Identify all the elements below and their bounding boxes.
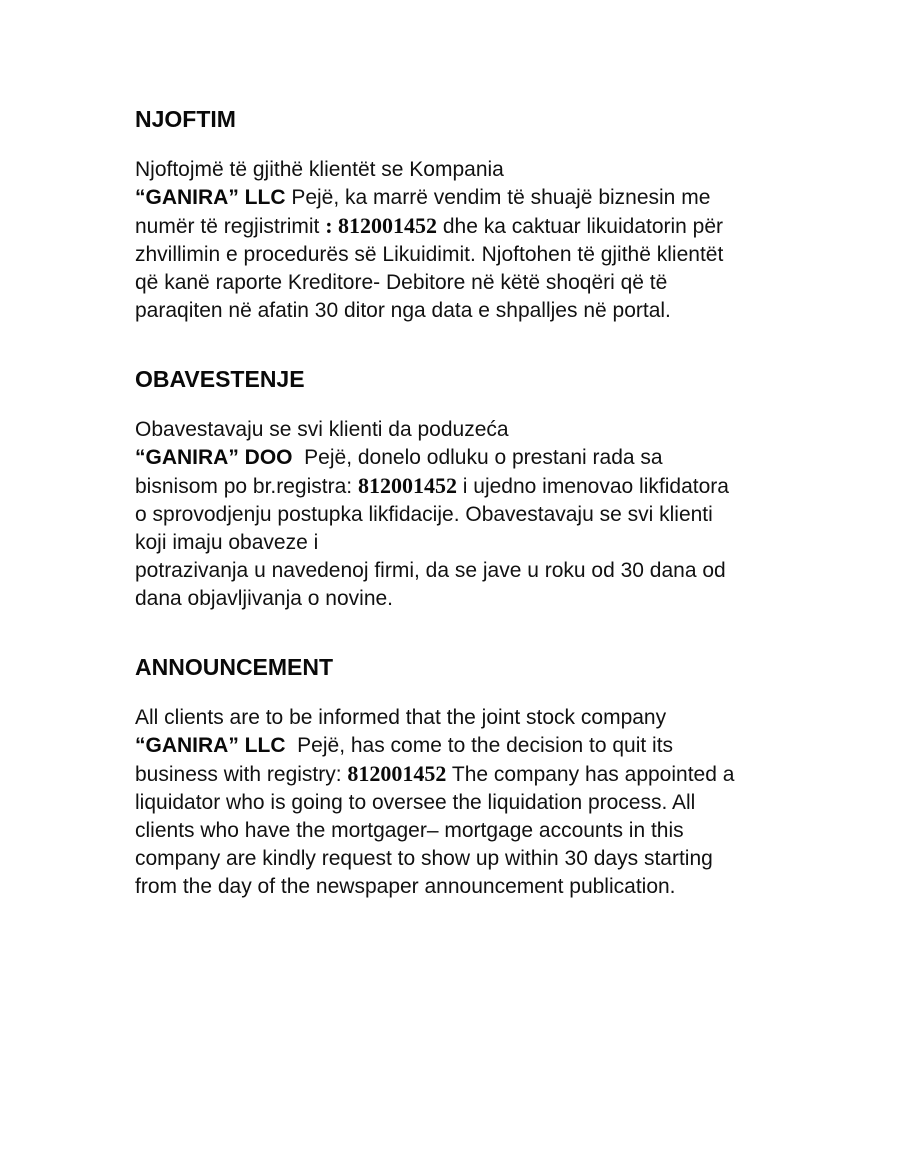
text-run: potrazivanja u navedenoj firmi, da se jave u roku od 30 dana od <box>135 559 726 582</box>
text-line <box>135 817 800 845</box>
text-run: paraqiten në afatin 30 ditor nga data e shpalljes në portal. <box>135 299 671 322</box>
text-run: bisnisom po br.registra: <box>135 475 358 498</box>
company-name: “GANIRA” DOO <box>135 446 293 469</box>
section-njoftim <box>135 106 800 325</box>
section-body <box>135 704 800 901</box>
section-heading-njoftim: NJOFTIM <box>135 106 236 132</box>
company-name: “GANIRA” LLC <box>135 734 286 757</box>
text-line <box>135 269 800 297</box>
registry-number: : 812001452 <box>325 213 438 238</box>
text-run: dhe ka caktuar likuidatorin për <box>437 215 724 238</box>
text-run: Obavestavaju se svi klienti da poduzeća <box>135 418 509 441</box>
text-line <box>135 444 800 472</box>
text-line <box>135 472 800 501</box>
text-run: Pejë, has come to the decision to quit its <box>285 734 674 757</box>
text-line <box>135 585 800 613</box>
text-run: from the day of the newspaper announcement publication. <box>135 875 676 898</box>
text-line <box>135 241 800 269</box>
company-name: “GANIRA” LLC <box>135 186 286 209</box>
text-run: zhvillimin e procedurës së Likuidimit. Njoftohen të gjithë klientët <box>135 243 724 266</box>
text-line <box>135 529 800 557</box>
text-line <box>135 873 800 901</box>
section-announcement <box>135 654 800 901</box>
text-line <box>135 732 800 760</box>
text-run: i ujedno imenovao likfidatora <box>456 475 729 498</box>
text-line <box>135 501 800 529</box>
text-run: clients who have the mortgager– mortgage accounts in this <box>135 819 684 842</box>
text-run: liquidator who is going to oversee the liquidation process. All <box>135 791 696 814</box>
section-obavestenje <box>135 366 800 613</box>
text-line <box>135 297 800 325</box>
text-run: që kanë raporte Kreditore- Debitore në këtë shoqëri që të <box>135 271 668 294</box>
text-run: o sprovodjenju postupka likfidacije. Obavestavaju se svi klienti <box>135 503 713 526</box>
section-heading-announcement: ANNOUNCEMENT <box>135 654 334 680</box>
text-run: koji imaju obaveze i <box>135 531 319 554</box>
section-body <box>135 416 800 613</box>
text-line <box>135 212 800 241</box>
text-line <box>135 156 800 184</box>
registry-number: 812001452 <box>347 761 447 786</box>
section-heading-obavestenje: OBAVESTENJE <box>135 366 305 392</box>
section-body <box>135 156 800 325</box>
text-run: Pejë, donelo odluku o prestani rada sa <box>292 446 663 469</box>
text-run: The company has appointed a <box>446 763 735 786</box>
text-line <box>135 760 800 789</box>
text-run: company are kindly request to show up within 30 days starting <box>135 847 713 870</box>
text-line <box>135 416 800 444</box>
text-run: numër të regjistrimit <box>135 215 326 238</box>
text-run: business with registry: <box>135 763 348 786</box>
text-line <box>135 789 800 817</box>
text-run: All clients are to be informed that the joint stock company <box>135 706 667 729</box>
text-line <box>135 845 800 873</box>
text-line <box>135 184 800 212</box>
registry-number: 812001452 <box>357 473 457 498</box>
text-run: Njoftojmë të gjithë klientët se Kompania <box>135 158 504 181</box>
text-line <box>135 557 800 585</box>
sections-container <box>135 106 800 901</box>
text-run: dana objavljivanja o novine. <box>135 587 394 610</box>
text-run: Pejë, ka marrë vendim të shuajë biznesin me <box>285 186 711 209</box>
text-line <box>135 704 800 732</box>
